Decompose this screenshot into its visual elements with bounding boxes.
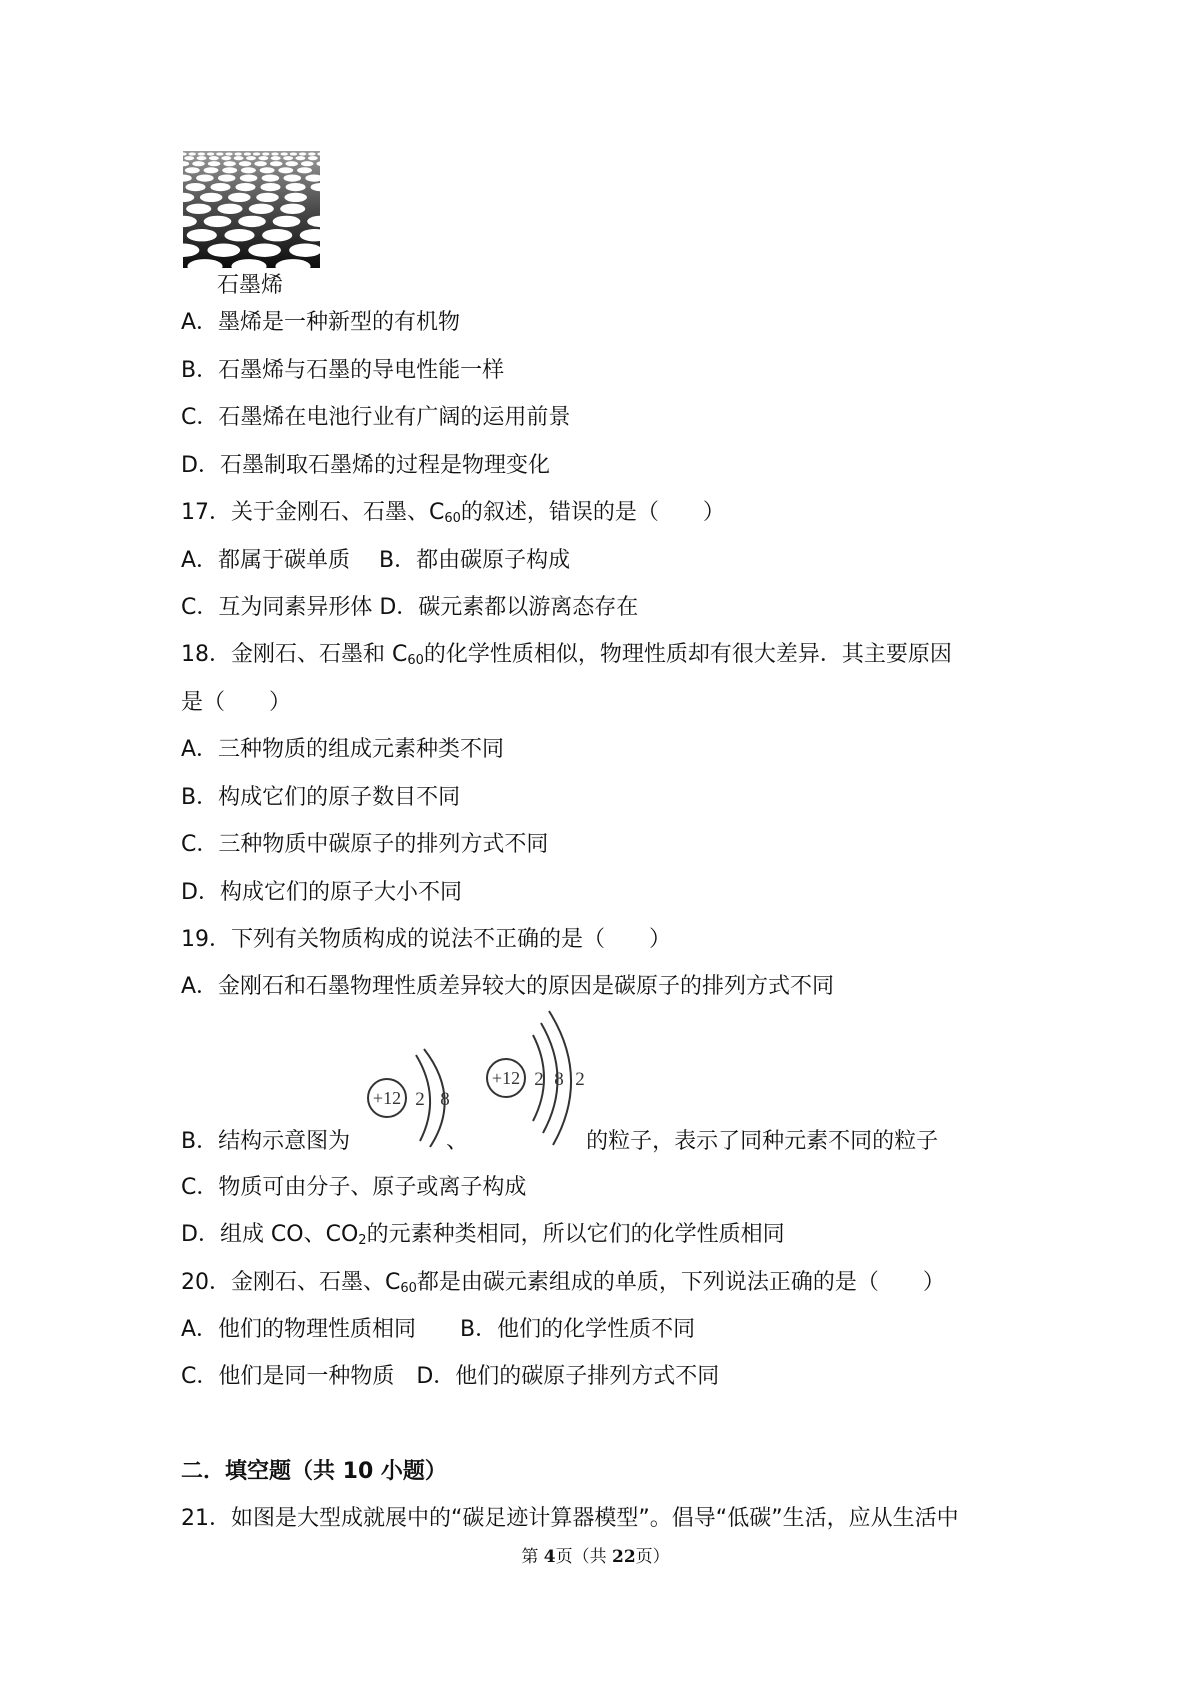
graphene-hole — [273, 216, 301, 227]
graphene-hole — [225, 152, 232, 155]
graphene-hole — [301, 161, 313, 166]
page-footer: 第 4页（共 22页） — [521, 1547, 670, 1567]
graphene-hole — [241, 167, 256, 173]
q19-option-a: A．金刚石和石墨物理性质差异较大的原因是碳原子的排列方式不同 — [181, 974, 835, 999]
q20-options-cd: C．他们是同一种物质 D．他们的碳原子排列方式不同 — [181, 1364, 720, 1389]
graphene-hole — [218, 174, 235, 181]
graphene-hole — [207, 152, 214, 155]
graphene-hole — [284, 174, 301, 181]
q20-options-ab: A．他们的物理性质相同 B．他们的化学性质不同 — [181, 1317, 696, 1342]
page-number: 4 — [543, 1547, 556, 1567]
q16-option-d: D．石墨制取石墨烯的过程是物理变化 — [181, 453, 550, 478]
diagram1-shell-1: 2 — [415, 1089, 425, 1110]
q16-option-b: B．石墨烯与石墨的导电性能一样 — [181, 358, 505, 383]
graphene-hole — [204, 167, 219, 173]
graphene-hole — [185, 167, 200, 173]
graphene-hole — [281, 152, 288, 155]
graphene-hole — [216, 152, 223, 155]
section-title: 二．填空题（共 10 小题） — [181, 1459, 447, 1484]
q19-option-c: C．物质可由分子、原子或离子构成 — [181, 1175, 527, 1200]
q21-stem: 21．如图是大型成就展中的“碳足迹计算器模型”。倡导“低碳”生活，应从生活中 — [181, 1506, 959, 1531]
q18-option-c: C．三种物质中碳原子的排列方式不同 — [181, 832, 549, 857]
q20-stem: 20．金刚石、石墨、$C_{60}$都是由碳元素组成的单质，下列说法正确的是（ ） — [181, 1270, 945, 1296]
q17-options-ab: A．都属于碳单质 B．都由碳原子构成 — [181, 548, 571, 573]
graphene-hole — [209, 156, 219, 160]
graphene-hole — [192, 161, 204, 166]
graphene-hole — [240, 174, 257, 181]
graphene-hole — [260, 167, 275, 173]
graphene-hole — [221, 156, 231, 160]
diagram2-shell-2: 8 — [554, 1069, 564, 1090]
q18-stem-line2: 是（ ） — [181, 690, 292, 715]
graphene-hole — [187, 229, 217, 241]
graphene-hole — [278, 167, 293, 173]
graphene-hole — [208, 161, 220, 166]
graphene-hole — [256, 193, 279, 202]
q19-option-b: B．结构示意图为 、 的粒子，表示了同种元素不同的粒子 — [181, 1129, 939, 1154]
graphene-image — [183, 151, 320, 268]
graphene-hole — [222, 167, 237, 173]
diagram2-shell-1: 2 — [534, 1069, 544, 1090]
graphene-hole — [200, 193, 223, 202]
graphene-hole — [248, 243, 281, 256]
graphene-hole — [186, 183, 206, 191]
graphene-hole — [285, 161, 297, 166]
graphene-hole — [249, 204, 274, 214]
graphene-hole — [198, 152, 205, 155]
graphene-hole — [271, 156, 281, 160]
graphene-hole — [270, 161, 282, 166]
graphene-hole — [261, 183, 281, 191]
diagram1-nucleus: +12 — [372, 1088, 402, 1108]
graphene-hole — [262, 229, 292, 241]
graphene-hole — [283, 156, 293, 160]
graphene-hole — [189, 152, 196, 155]
graphene-hole — [286, 183, 306, 191]
graphene-hole — [196, 174, 213, 181]
graphene-hole — [271, 152, 278, 155]
q18-option-b: B．构成它们的原子数目不同 — [181, 785, 461, 810]
graphene-hole — [224, 229, 254, 241]
graphene-hole — [308, 156, 318, 160]
graphene-hole — [211, 183, 231, 191]
graphene-hole — [204, 216, 232, 227]
graphene-hole — [207, 243, 240, 256]
q16-option-a: A．墨烯是一种新型的有机物 — [181, 310, 461, 335]
graphene-hole — [197, 156, 207, 160]
graphene-hole — [236, 183, 256, 191]
graphene-hole — [299, 152, 306, 155]
graphene-hole — [238, 216, 266, 227]
graphene-hole — [228, 193, 251, 202]
q18-option-a: A．三种物质的组成元素种类不同 — [181, 737, 505, 762]
graphene-hole — [246, 156, 256, 160]
graphene-hole — [284, 193, 307, 202]
graphene-hole — [295, 156, 305, 160]
graphene-hole — [253, 152, 260, 155]
graphene-hole — [223, 161, 235, 166]
graphene-hole — [297, 167, 312, 173]
graphene-hole — [254, 161, 266, 166]
graphene-hole — [235, 152, 242, 155]
graphene-hole — [186, 204, 211, 214]
graphene-hole — [280, 204, 305, 214]
q18-option-d: D．构成它们的原子大小不同 — [181, 880, 462, 905]
diagram2-shell-3: 2 — [575, 1069, 585, 1090]
graphene-hole — [258, 156, 268, 160]
graphene-hole — [262, 174, 279, 181]
graphene-hole — [262, 152, 269, 155]
q19-option-d: D．组成 CO、$CO_2$的元素种类相同，所以它们的化学性质相同 — [181, 1222, 785, 1248]
diagram1-shell-2: 8 — [440, 1089, 450, 1110]
graphene-hole — [308, 152, 315, 155]
q16-option-c: C．石墨烯在电池行业有广阔的运用前景 — [181, 405, 571, 430]
q17-options-cd: C．互为同素异形体 D．碳元素都以游离态存在 — [181, 595, 639, 620]
diagram2-nucleus: +12 — [491, 1068, 521, 1088]
graphene-hole — [234, 156, 244, 160]
graphene-hole — [217, 204, 242, 214]
q17-stem: 17．关于金刚石、石墨、$C_{60}$的叙述，错误的是（ ） — [181, 500, 725, 526]
graphene-hole — [244, 152, 251, 155]
graphene-caption: 石墨烯 — [217, 273, 284, 298]
graphene-hole — [184, 156, 194, 160]
graphene-hole — [290, 152, 297, 155]
graphene-hole — [239, 161, 251, 166]
q19-stem: 19．下列有关物质构成的说法不正确的是（ ） — [181, 927, 671, 952]
page-total: 22 — [611, 1547, 636, 1567]
q18-stem: 18．金刚石、石墨和 $C_{60}$的化学性质相似，物理性质却有很大差异．其主要原因 — [181, 642, 952, 668]
